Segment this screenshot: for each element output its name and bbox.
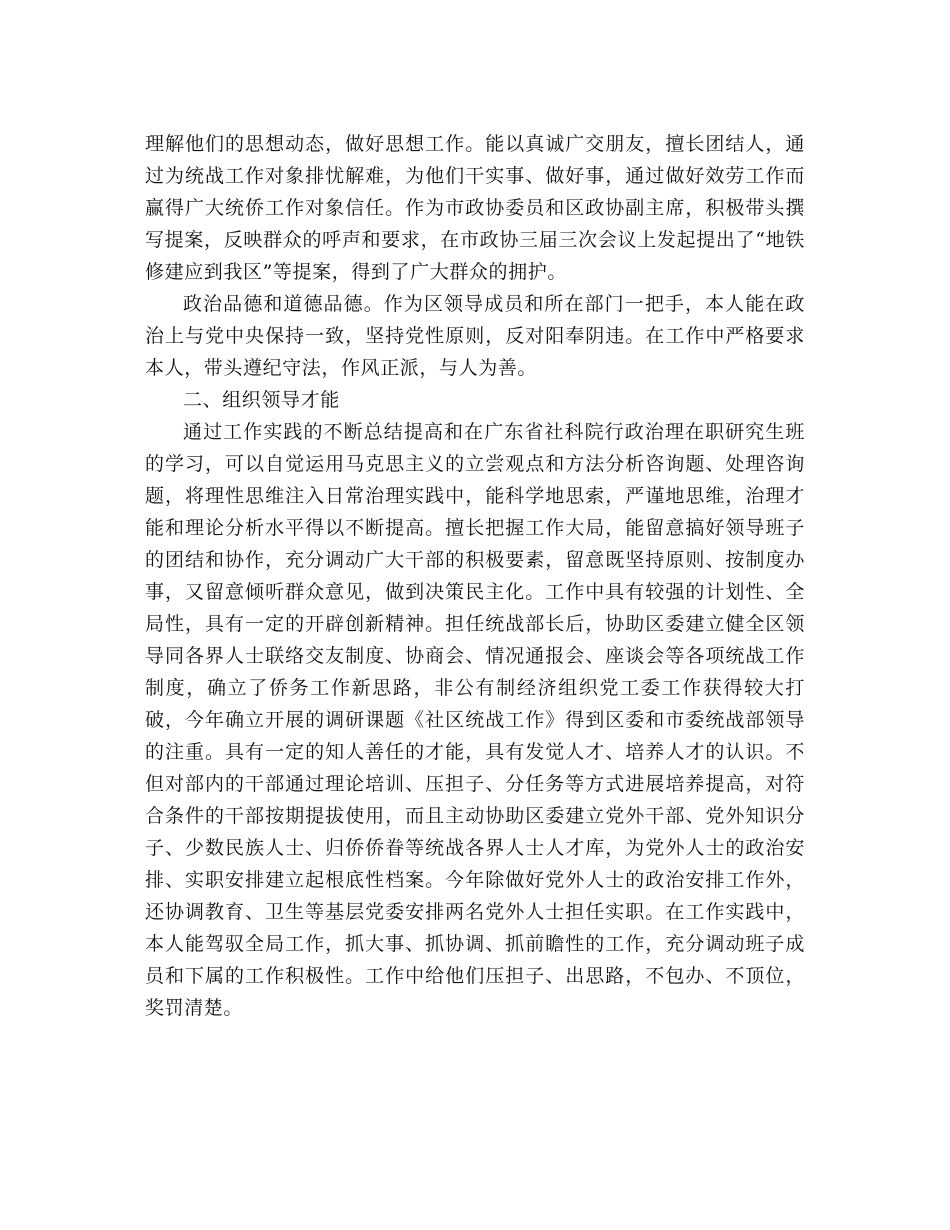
section-heading-leadership: 二、组织领导才能 xyxy=(183,389,340,411)
paragraph-united-front-work: 理解他们的思想动态，做好思想工作。能以真诚广交朋友，擅长团结人，通过为统战工作对象排忧解难，为他们干实事、做好事，通过做好效劳工作而赢得广大统侨工作对象信任。作为市政协委员和区政协副主席，积极带头撰写提案，反映群众的呼声和要求，在市政协三届三次会议上发起提出了“地铁修建应到我区”等提案，得到了广大群众的拥护。 xyxy=(145,133,805,283)
paragraph-leadership-ability: 通过工作实践的不断总结提高和在广东省社科院行政治理在职研究生班的学习，可以自觉运用马克思主义的立尝观点和方法分析咨询题、处理咨询题，将理性思维注入日常治理实践中，能科学地思索，严谨地思维，治理才能和理论分析水平得以不断提高。擅长把握工作大局，能留意搞好领导班子的团结和协作，充分调动广大干部的积极要素，留意既坚持原则、按制度办事，又留意倾听群众意见，做到决策民主化。工作中具有较强的计划性、全局性，具有一定的开辟创新精神。担任统战部长后，协助区委建立健全区领导同各界人士联络交友制度、协商会、情况通报会、座谈会等各项统战工作制度，确立了侨务工作新思路，非公有制经济组织党工委工作获得较大打破，今年确立开展的调研课题《社区统战工作》得到区委和市委统战部领导的注重。具有一定的知人善任的才能，具有发觉人才、培养人才的认识。不但对部内的干部通过理论培训、压担子、分任务等方式进展培养提高，对符合条件的干部按期提拔使用，而且主动协助区委建立党外干部、党外知识分子、少数民族人士、归侨侨眷等统战各界人士人才库，为党外人士的政治安排、实职安排建立起根底性档案。今年除做好党外人士的政治安排工作外，还协调教育、卫生等基层党委安排两名党外人士担任实职。在工作实践中，本人能驾驭全局工作，抓大事、抓协调、抓前瞻性的工作，充分调动班子成员和下属的工作积极性。工作中给他们压担子、出思路，不包办、不顶位，奖罚清楚。 xyxy=(145,421,805,1019)
paragraph-political-morality: 政治品德和道德品德。作为区领导成员和所在部门一把手，本人能在政治上与党中央保持一致，坚持党性原则，反对阳奉阴违。在工作中严格要求本人，带头遵纪守法，作风正派，与人为善。 xyxy=(145,293,805,379)
document-body xyxy=(145,128,805,1024)
